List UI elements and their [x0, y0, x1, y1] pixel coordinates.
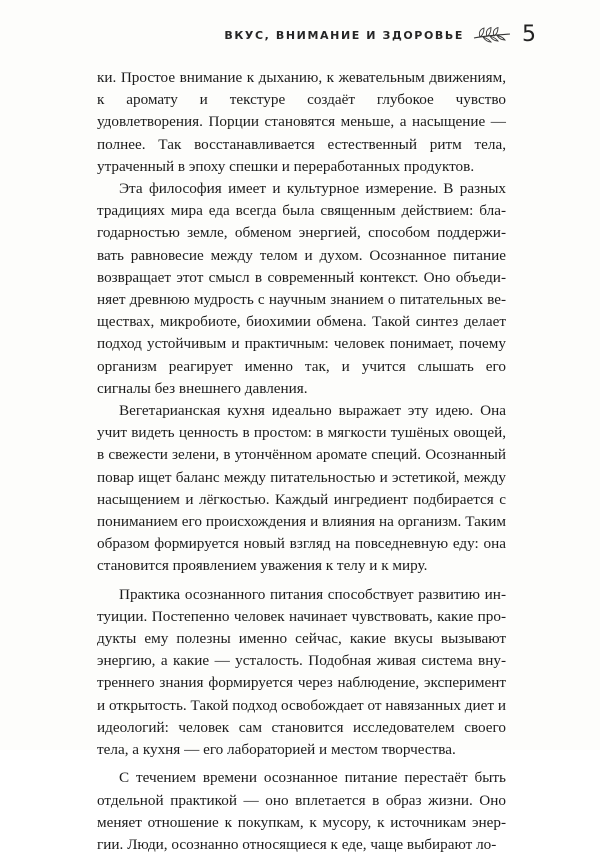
- paragraph-2: Эта философия имеет и культурное измерение. В разных традициях мира еда всегда была священным действием: благодарностью земле, обменом энергией, способом поддерживать равновесие между телом и духом. Осознанное питание возвращает этот смысл в современный контекст. Оно объединяет древнюю мудрость с научным знанием о питательных веществах, микробиоте, биохимии обмена. Такой синтез делает подход устойчивым и практичным: человек понимает, почему организм реагирует именно так, и учится слышать его сигналы без внешнего давления.: [97, 180, 506, 397]
- paragraph-3: Вегетарианская кухня идеально выражает эту идею. Она учит видеть ценность в простом: в мягкости тушёных овощей, в свежести зелени, в утончённом аромате специй. Осознанный повар ищет баланс между питательностью и эстетикой, между насыщением и лёгкостью. Каждый ингредиент подбирается с пониманием его происхождения и влияния на организм. Таким образом формируется новый взгляд на повседневную еду: она становится проявлением уважения к телу и к миру.: [97, 402, 506, 575]
- paragraph-1: ки. Простое внимание к дыханию, к жевательным движениям, к аромату и текстуре создаёт глубокое чувство удовлетворения. Порции становятся меньше, а насыщение — полнее. Так восстанавливается естественный ритм тела, утраченный в эпоху спешки и переработанных продуктов.: [97, 69, 506, 175]
- paragraph-5: С течением времени осознанное питание перестаёт быть отдельной практикой — оно вплетается в образ жизни. Оно меняет отношение к покупкам, к мусору, к источникам энергии. Люди, осознанно относящиеся к еде, чаще выбирают ло-: [97, 769, 506, 853]
- leaf-sprig-icon: [472, 26, 512, 44]
- running-head: [224, 20, 536, 50]
- running-title: ВКУС, ВНИМАНИЕ И ЗДОРОВЬЕ: [224, 28, 464, 42]
- page-number: 5: [522, 22, 536, 47]
- body-text: [97, 67, 506, 856]
- paragraph-4: Практика осознанного питания способствует развитию интуиции. Постепенно человек начинает чувствовать, какие продукты ему полезны именно сейчас, какие вкусы вызывают энергию, а какие — усталость. Подобная живая система внутреннего знания формируется через наблюдение, эксперимент и открытость. Такой подход освобождает от навязанных диет и идеологий: человек сам становится исследователем своего тела, а кухня — его лабораторией и местом творчества.: [97, 585, 506, 759]
